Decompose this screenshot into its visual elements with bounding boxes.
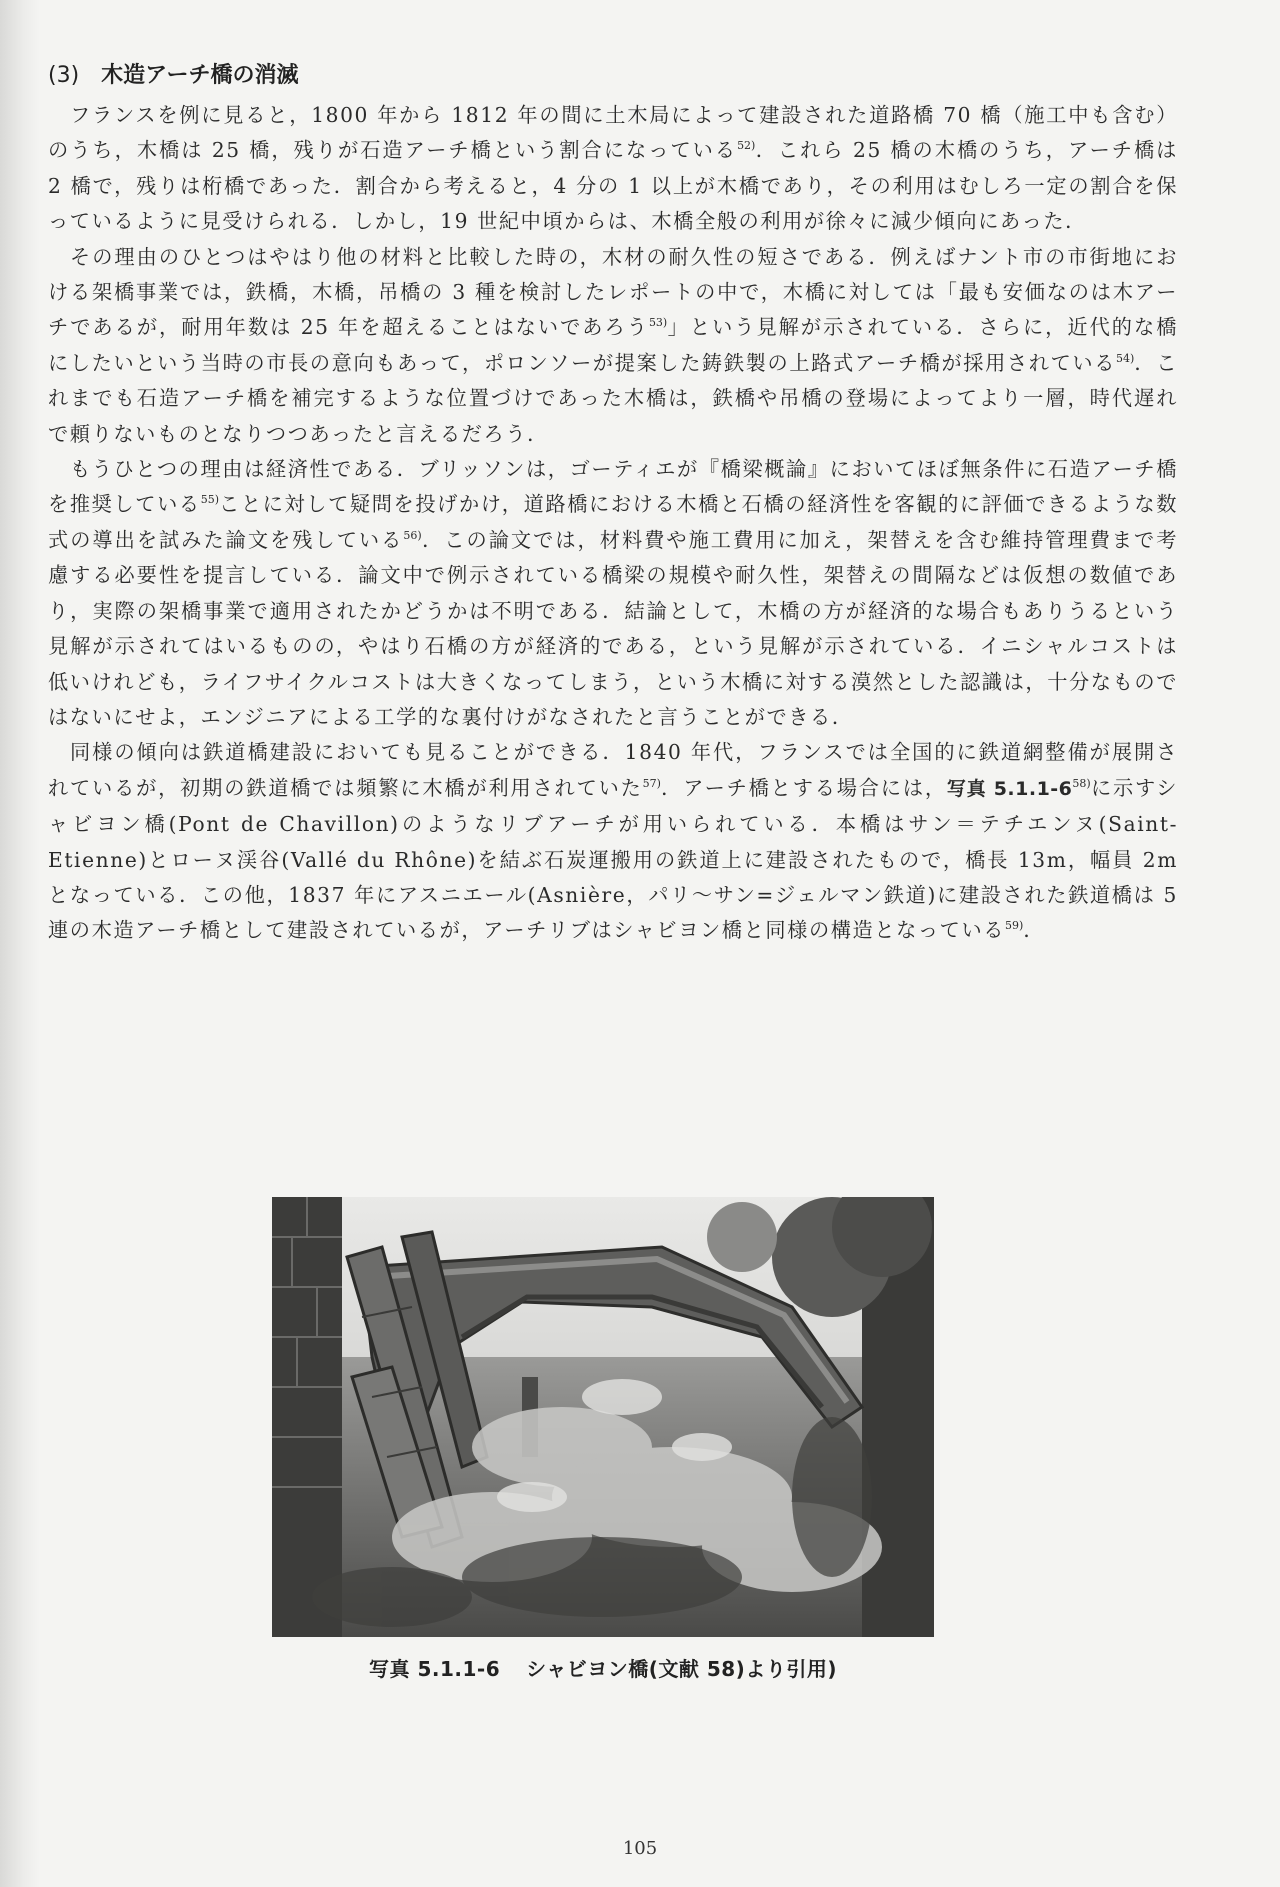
document-body xyxy=(48,58,1178,949)
citation-superscript: 53) xyxy=(648,316,668,330)
paragraph-text: 同様の傾向は鉄道橋建設においても見ることができる．1840 年代，フランスでは全国的に鉄道網整備が展開されているが，初期の鉄道橋では頻繁に木橋が利用されていた xyxy=(48,740,1178,800)
bridge-photo xyxy=(272,1197,934,1637)
figure-reference: 写真 5.1.1-6 xyxy=(946,777,1073,800)
body-paragraph xyxy=(48,240,1178,452)
citation-superscript: 57) xyxy=(642,776,661,790)
citation-superscript: 55) xyxy=(200,493,219,507)
paragraph-text: に示すシャビヨン橋(Pont de Chavillon)のようなリブアーチが用いられている．本橋はサン＝テチエンヌ(Saint-Etienne)とローヌ渓谷(Vallé du Rhône)を結ぶ石炭運搬用の鉄道上に建設されたもので，橋長 13m，幅員 2m となっている．この他，1837 年にアスニエール(Asnière，パリ～サン=ジェルマン鉄道)に建設された鉄道橋は 5 連の木造アーチ橋として建設されているが，アーチリブはシャビヨン橋と同様の構造となっている xyxy=(48,775,1178,943)
figure-caption xyxy=(272,1653,934,1682)
page-binding-shadow xyxy=(0,0,40,1887)
body-paragraph xyxy=(48,98,1178,240)
paragraph-text: ．この論文では，材料費や施工費用に加え，架替えを含む維持管理費まで考慮する必要性を提言している．論文中で例示されている橋梁の規模や耐久性，架替えの間隔などは仮想の数値であり，実際の架橋事業で適用されたかどうかは不明である．結論として，木橋の方が経済的な場合もありうるという見解が示されてはいるものの，やはり石橋の方が経済的である，という見解が示されている．イニシャルコストは低いけれども，ライフサイクルコストは大きくなってしまう，という木橋に対する漠然とした認識は，十分なものではないにせよ，エンジニアによる工学的な裏付けがなされたと言うことができる． xyxy=(48,527,1178,729)
paragraph-text: ことに対して疑問を投げかけ，道路橋における木橋と石橋の経済性を客観的に評価できるような数式の導出を試みた論文を残している xyxy=(48,492,1178,552)
citation-superscript: 58) xyxy=(1072,776,1091,790)
citation-superscript: 59) xyxy=(1005,919,1024,933)
section-title: 木造アーチ橋の消滅 xyxy=(101,63,299,88)
bridge-photo-illustration xyxy=(272,1197,934,1637)
body-paragraph xyxy=(48,452,1178,735)
citation-superscript: 54) xyxy=(1116,351,1135,365)
paragraph-text: ． xyxy=(1023,918,1046,943)
paragraph-text: 」という見解が示されている．さらに，近代的な橋にしたいという当時の市長の意向もあって，ポロンソーが提案した鋳鉄製の上路式アーチ橋が採用されている xyxy=(48,315,1178,375)
paragraph-text: もうひとつの理由は経済性である．ブリッソンは，ゴーティエが『橋梁概論』においてほぼ無条件に石造アーチ橋を推奨している xyxy=(48,457,1178,517)
body-paragraph xyxy=(48,735,1178,948)
paragraph-text: フランスを例に見ると，1800 年から 1812 年の間に土木局によって建設された道路橋 70 橋（施工中も含む）のうち，木橋は 25 橋，残りが石造アーチ橋という割合になっている xyxy=(48,103,1178,163)
citation-superscript: 52) xyxy=(737,139,756,153)
paragraph-text: ．アーチ橋とする場合には， xyxy=(660,775,947,800)
paragraph-text: その理由のひとつはやはり他の材料と比較した時の，木材の耐久性の短さである．例えばナント市の市街地における架橋事業では，鉄橋，木橋，吊橋の 3 種を検討したレポートの中で，木橋に対しては「最も安価なのは木アーチであるが，耐用年数は 25 年を超えることはないであろう xyxy=(48,244,1178,340)
section-number: (3) xyxy=(48,63,80,88)
paragraph-text: ．これまでも石造アーチ橋を補完するような位置づけであった木橋は，鉄橋や吊橋の登場によってより一層，時代遅れで頼りないものとなりつつあったと言えるだろう． xyxy=(48,350,1178,446)
paragraph-text: ．これら 25 橋の木橋のうち，アーチ橋は 2 橋で，残りは桁橋であった．割合から考えると，4 分の 1 以上が木橋であり，その利用はむしろ一定の割合を保っているように見受けられる．しかし，19 世紀中頃からは、木橋全般の利用が徐々に減少傾向にあった． xyxy=(48,138,1178,234)
page-number: 105 xyxy=(622,1838,658,1859)
section-heading xyxy=(48,58,1178,94)
citation-superscript: 56) xyxy=(403,528,422,542)
figure-caption-text: シャビヨン橋(文献 58)より引用) xyxy=(526,1657,837,1681)
paragraph-container xyxy=(48,98,1178,949)
figure-label: 写真 5.1.1-6 xyxy=(369,1657,501,1681)
